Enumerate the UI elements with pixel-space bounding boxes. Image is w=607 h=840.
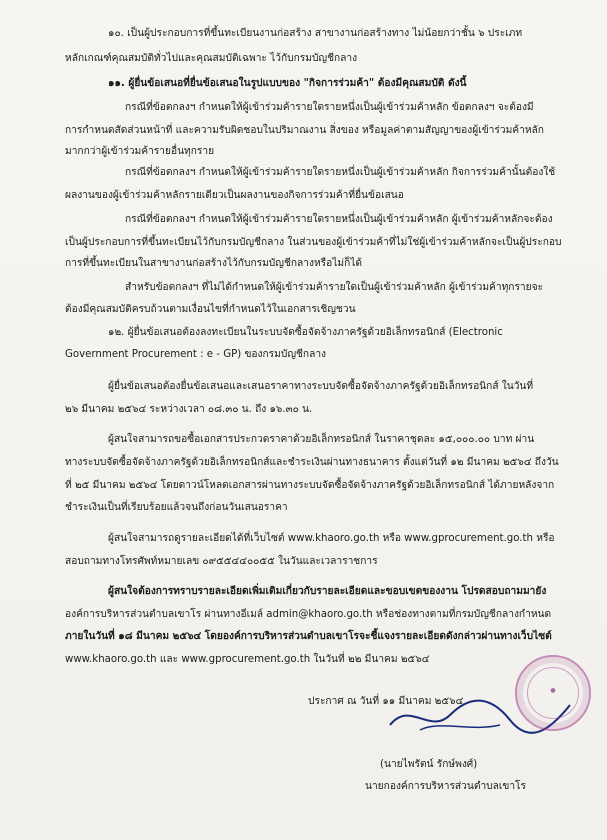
text-line: ๑๑. ผู้ยื่นข้อเสนอที่ยื่นข้อเสนอในรูปแบบของ "กิจการร่วมค้า" ต้องมีคุณสมบัติ ดังนี้ <box>108 78 467 89</box>
text-line: ผู้สนใจสามารถขอซื้อเอกสารประกวดราคาด้วยอิเล็กทรอนิกส์ ในราคาชุดละ ๑๕,๐๐๐.๐๐ บาท ผ่าน <box>108 434 535 445</box>
official-seal-icon: ● <box>515 655 591 731</box>
text-line: ๑๒. ผู้ยื่นข้อเสนอต้องลงทะเบียนในระบบจัดซื้อจัดจ้างภาครัฐด้วยอิเล็กทรอนิกส์ (Electronic <box>108 327 503 338</box>
text-line: กรณีที่ข้อตกลงฯ กำหนดให้ผู้เข้าร่วมค้ารายใดรายหนึ่งเป็นผู้เข้าร่วมค้าหลัก กิจการร่วมค้านั้นต้องใช้ <box>125 167 556 178</box>
text-line: กรณีที่ข้อตกลงฯ กำหนดให้ผู้เข้าร่วมค้ารายใดรายหนึ่งเป็นผู้เข้าร่วมค้าหลัก ผู้เข้าร่วมค้าหลักจะต้อง <box>125 214 553 225</box>
text-line: ชำระเงินเป็นที่เรียบร้อยแล้วจนถึงก่อนวันเสนอราคา <box>65 502 288 513</box>
text-line: มากกว่าผู้เข้าร่วมค้ารายอื่นทุกราย <box>65 146 215 157</box>
text-line: สำหรับข้อตกลงฯ ที่ไม่ได้กำหนดให้ผู้เข้าร่วมค้ารายใดเป็นผู้เข้าร่วมค้าหลัก ผู้เข้าร่วมค้าทุกรายจะ <box>125 282 544 293</box>
text-line: ผู้สนใจต้องการทราบรายละเอียดเพิ่มเติมเกี่ยวกับรายละเอียดและขอบเขตของงาน โปรดสอบถามมายัง <box>108 586 547 597</box>
text-line: ผู้ยื่นข้อเสนอต้องยื่นข้อเสนอและเสนอราคาทางระบบจัดซื้อจัดจ้างภาครัฐด้วยอิเล็กทรอนิกส์ ในวันที่ <box>108 381 534 392</box>
text-line: Government Procurement : e - GP) ของกรมบัญชีกลาง <box>65 349 327 360</box>
text-line: ประกาศ ณ วันที่ ๑๑ มีนาคม ๒๕๖๔ <box>308 696 464 707</box>
text-line: การกำหนดสัดส่วนหน้าที่ และความรับผิดชอบในปริมาณงาน สิ่งของ หรือมูลค่าตามสัญญาของผู้เข้าร่วมค้าหลัก <box>65 125 544 136</box>
text-line: ผลงานของผู้เข้าร่วมค้าหลักรายเดียวเป็นผลงานของกิจการร่วมค้าที่ยื่นข้อเสนอ <box>65 190 404 201</box>
text-line: ๑๐. เป็นผู้ประกอบการที่ขึ้นทะเบียนงานก่อสร้าง สาขางานก่อสร้างทาง ไม่น้อยกว่าชั้น ๖ ประเภท <box>108 28 523 39</box>
text-line: การที่ขึ้นทะเบียนในสาขางานก่อสร้างไว้กับกรมบัญชีกลางหรือไม่ก็ได้ <box>65 258 363 269</box>
text-line: องค์การบริหารส่วนตำบลเขาโร ผ่านทางอีเมล์ admin@khaoro.go.th หรือช่องทางตามที่กรมบัญชีกลางกำหนด <box>65 609 552 620</box>
text-line: กรณีที่ข้อตกลงฯ กำหนดให้ผู้เข้าร่วมค้ารายใดรายหนึ่งเป็นผู้เข้าร่วมค้าหลัก ข้อตกลงฯ จะต้องมี <box>125 102 534 113</box>
text-line: ที่ ๒๕ มีนาคม ๒๕๖๔ โดยดาวน์โหลดเอกสารผ่านทางระบบจัดซื้อจัดจ้างภาครัฐด้วยอิเล็กทรอนิกส์ ได้ภายหลังจาก <box>65 480 555 491</box>
text-line: ผู้สนใจสามารถดูรายละเอียดได้ที่เว็บไซต์ www.khaoro.go.th หรือ www.gprocurement.go.th หรือ <box>108 533 555 544</box>
text-line: เป็นผู้ประกอบการที่ขึ้นทะเบียนไว้กับกรมบัญชีกลาง ในส่วนของผู้เข้าร่วมค้าที่ไม่ใช่ผู้เข้าร่วมค้าหลักจะเป็นผู้ประกอบ <box>65 237 562 248</box>
text-line: ต้องมีคุณสมบัติครบถ้วนตามเงื่อนไขที่กำหนดไว้ในเอกสารเชิญชวน <box>65 304 356 315</box>
text-line: ทางระบบจัดซื้อจัดจ้างภาครัฐด้วยอิเล็กทรอนิกส์และชำระเงินผ่านทางธนาคาร ตั้งแต่วันที่ ๑๒ มีนาคม ๒๕๖๔ ถึงวัน <box>65 457 559 468</box>
text-line: หลักเกณฑ์คุณสมบัติทั่วไปและคุณสมบัติเฉพาะ ไว้กับกรมบัญชีกลาง <box>65 53 358 64</box>
text-line: www.khaoro.go.th และ www.gprocurement.go.th ในวันที่ ๒๒ มีนาคม ๒๕๖๔ <box>65 654 430 665</box>
text-line: (นายไพรัตน์ รักษ์พงศ์) <box>380 759 478 770</box>
text-line: ๒๖ มีนาคม ๒๕๖๔ ระหว่างเวลา ๐๘.๓๐ น. ถึง ๑๖.๓๐ น. <box>65 404 313 415</box>
text-line: สอบถามทางโทรศัพท์หมายเลข ๐๙๕๕๔๔๐๐๕๕ ในวันและเวลาราชการ <box>65 556 378 567</box>
text-line: ภายในวันที่ ๑๘ มีนาคม ๒๕๖๔ โดยองค์การบริหารส่วนตำบลเขาโรจะชี้แจงรายละเอียดดังกล่าวผ่านทางเว็บไซต์ <box>65 631 552 642</box>
text-line: นายกองค์การบริหารส่วนตำบลเขาโร <box>365 781 526 792</box>
